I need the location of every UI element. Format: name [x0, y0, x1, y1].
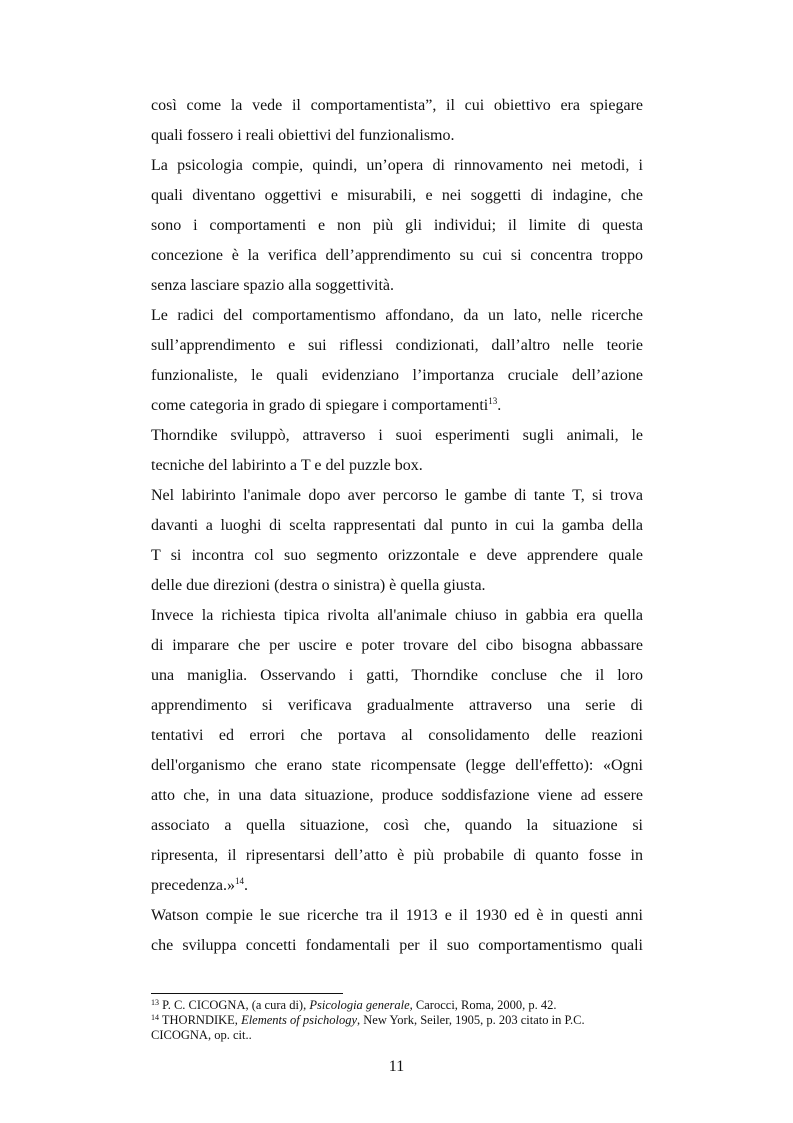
- body-line: Nel labirinto l'animale dopo aver percorso le gambe di tante T, si trova: [151, 487, 643, 504]
- footnote-ref-14: 14: [234, 876, 244, 886]
- footnote-text: THORNDIKE,: [159, 1013, 242, 1027]
- page-number: 11: [388, 1058, 405, 1075]
- body-line-with-footnote: [151, 391, 643, 421]
- footnote-14: [151, 1013, 643, 1043]
- body-line: davanti a luoghi di scelta rappresentati dal punto in cui la gamba della: [151, 517, 643, 534]
- footnote-13: [151, 998, 643, 1013]
- body-line: La psicologia compie, quindi, un’opera di rinnovamento nei metodi, i: [151, 157, 643, 174]
- footnote-text: CICOGNA, op. cit..: [151, 1028, 252, 1042]
- body-line: Watson compie le sue ricerche tra il 1913 e il 1930 ed è in questi anni: [151, 907, 643, 924]
- footnote-number: 14: [151, 1013, 159, 1022]
- body-line: tecniche del labirinto a T e del puzzle box.: [151, 457, 423, 474]
- footnote-ref-13: 13: [488, 396, 498, 406]
- body-line: sull’apprendimento e sui riflessi condizionati, dall’altro nelle teorie: [151, 337, 643, 354]
- body-line-with-footnote: [151, 871, 643, 901]
- body-line: funzionaliste, le quali evidenziano l’importanza cruciale dell’azione: [151, 367, 643, 384]
- footnote-title: Psicologia generale,: [309, 998, 413, 1012]
- body-line: senza lasciare spazio alla soggettività.: [151, 277, 395, 294]
- body-line: concezione è la verifica dell’apprendimento su cui si concentra troppo: [151, 247, 643, 264]
- footnote-text: Carocci, Roma, 2000, p. 42.: [412, 998, 557, 1012]
- body-line: di imparare che per uscire e poter trovare del cibo bisogna abbassare: [151, 637, 643, 654]
- body-line: associato a quella situazione, così che, quando la situazione si: [151, 817, 643, 834]
- body-line: T si incontra col suo segmento orizzontale e deve apprendere quale: [151, 547, 643, 564]
- footnote-text: , New York, Seiler, 1905, p. 203 citato in P.C.: [357, 1013, 585, 1027]
- body-line: Thorndike sviluppò, attraverso i suoi esperimenti sugli animali, le: [151, 427, 643, 444]
- body-line: Invece la richiesta tipica rivolta all'animale chiuso in gabbia era quella: [151, 607, 643, 624]
- body-line: quali diventano oggettivi e misurabili, e nei soggetti di indagine, che: [151, 187, 643, 204]
- body-line-text: come categoria in grado di spiegare i comportamenti: [151, 397, 489, 414]
- body-line: una maniglia. Osservando i gatti, Thorndike concluse che il loro: [151, 667, 643, 684]
- body-line: delle due direzioni (destra o sinistra) è quella giusta.: [151, 577, 486, 594]
- body-line-text: precedenza.»: [151, 877, 235, 894]
- footnote-number: 13: [151, 998, 159, 1007]
- body-line: sono i comportamenti e non più gli individui; il limite di questa: [151, 217, 643, 234]
- period: .: [497, 397, 502, 414]
- body-line: quali fossero i reali obiettivi del funzionalismo.: [151, 127, 455, 144]
- footnote-text: P. C. CICOGNA, (a cura di),: [159, 998, 310, 1012]
- body-line: apprendimento si verificava gradualmente attraverso una serie di: [151, 697, 643, 714]
- footnotes: [151, 998, 643, 1043]
- body-line: ripresenta, il ripresentarsi dell’atto è più probabile di quanto fosse in: [151, 847, 643, 864]
- body-text: [151, 91, 643, 961]
- footnote-title: Elements of psichology: [241, 1013, 358, 1027]
- period: .: [243, 877, 248, 894]
- body-line: così come la vede il comportamentista”, il cui obiettivo era spiegare: [151, 97, 643, 114]
- body-line: atto che, in una data situazione, produce soddisfazione viene ad essere: [151, 787, 643, 804]
- footnote-separator: [151, 993, 343, 994]
- body-line: tentativi ed errori che portava al consolidamento delle reazioni: [151, 727, 643, 744]
- body-line: dell'organismo che erano state ricompensate (legge dell'effetto): «Ogni: [151, 757, 643, 774]
- body-line: Le radici del comportamentismo affondano, da un lato, nelle ricerche: [151, 307, 643, 324]
- body-line: che sviluppa concetti fondamentali per il suo comportamentismo quali: [151, 937, 643, 954]
